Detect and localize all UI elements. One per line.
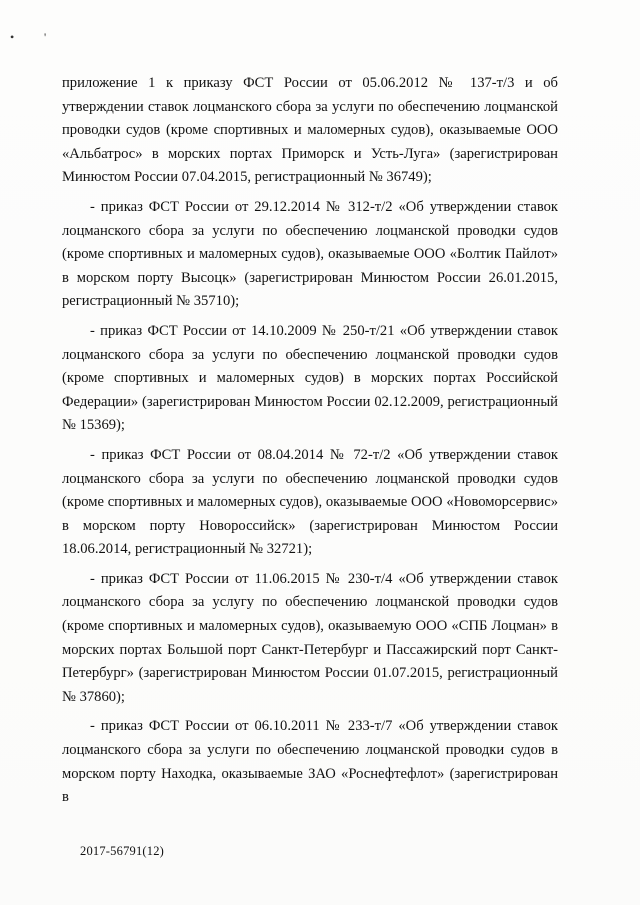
margin-mark-right: ' bbox=[44, 30, 47, 44]
paragraph-order-item: - приказ ФСТ России от 14.10.2009 № 250-т/21 «Об утверждении ставок лоцманского сбора за услуги по обеспечению лоцманской проводки судов (кроме спортивных и маломерных судов) в морских портах Российской Федерации» (зарегистрирован Минюстом России 02.12.2009, регистрационный № 15369); bbox=[62, 322, 558, 434]
document-body bbox=[62, 72, 558, 816]
document-registration-code: 2017-56791(12) bbox=[80, 844, 165, 858]
paragraph-order-item: - приказ ФСТ России от 06.10.2011 № 233-т/7 «Об утверждении ставок лоцманского сбора за услуги по обеспечению лоцманской проводки судов в морском порту Находка, оказываемые ЗАО «Роснефтефлот» (зарегистрирован в bbox=[62, 718, 558, 806]
paragraph-order-item: - приказ ФСТ России от 08.04.2014 № 72-т/2 «Об утверждении ставок лоцманского сбора за услуги по обеспечению лоцманской проводки судов (кроме спортивных и маломерных судов), оказываемые ООО «Новоморсервис» в морском порту Новороссийск» (зарегистрирован Минюстом России 18.06.2014, регистрационный № 32721); bbox=[62, 446, 558, 558]
paragraph-order-item: - приказ ФСТ России от 11.06.2015 № 230-т/4 «Об утверждении ставок лоцманского сбора за услугу по обеспечению лоцманской проводки судов (кроме спортивных и маломерных судов), оказываемую ООО «СПБ Лоцман» в морских портах Большой порт Санкт-Петербург и Пассажирский порт Санкт-Петербург» (зарегистрирован Минюстом России 01.07.2015, регистрационный № 37860); bbox=[62, 570, 558, 705]
paragraph-order-item: - приказ ФСТ России от 29.12.2014 № 312-т/2 «Об утверждении ставок лоцманского сбора за услуги по обеспечению лоцманской проводки судов (кроме спортивных и маломерных судов), оказываемые ООО «Болтик Пайлот» в морском порту Высоцк» (зарегистрирован Минюстом России 26.01.2015, регистрационный № 35710); bbox=[62, 198, 558, 310]
paragraph-continuation: приложение 1 к приказу ФСТ России от 05.06.2012 № 137-т/3 и об утверждении ставок лоцманского сбора за услуги по обеспечению лоцманской проводки судов (кроме спортивных и маломерных судов), оказываемые ООО «Альбатрос» в морских портах Приморск и Усть-Луга» (зарегистрирован Минюстом России 07.04.2015, регистрационный № 36749); bbox=[62, 75, 558, 186]
margin-mark-left: • bbox=[10, 30, 15, 44]
